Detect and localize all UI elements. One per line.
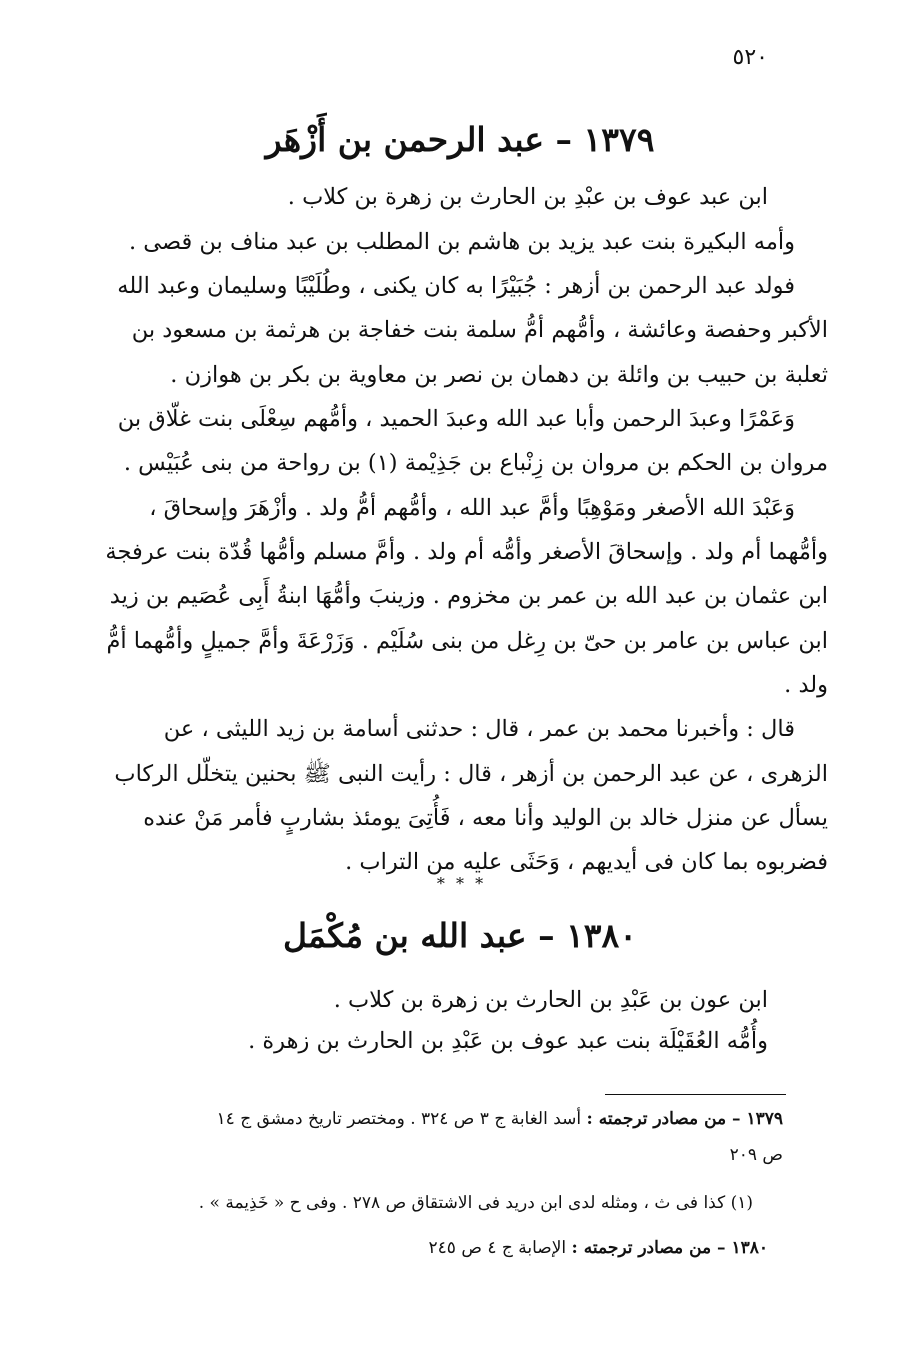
text-line: الزهرى ، عن عبد الرحمن بن أزهر ، قال : رأيت النبى ﷺ بحنين يتخلّل الركاب — [114, 761, 828, 787]
footnote-text: الإصابة ج ٤ ص ٢٤٥ — [428, 1238, 567, 1258]
text-line: وأُمُّه العُقَيْلَة بنت عبد عوف بن عَبْدِ بن الحارث بن زهرة . — [248, 1028, 768, 1054]
text-line: وَعَمْرًا وعبدَ الرحمن وأبا عبد الله وعبدَ الحميد ، وأمُّهم سِعْلَى بنت غلّاق بن — [117, 406, 795, 432]
footnote-rule — [605, 1094, 786, 1095]
text-line: ابن عباس بن عامر بن حىّ بن رِغل من بنى سُلَيْم . وَزَرْعَةَ وأمَّ جميلٍ وأمُّهما أمُّ — [106, 628, 828, 654]
text-line: ابن عبد عوف بن عبْدِ بن الحارث بن زهرة بن كلاب . — [287, 184, 768, 210]
text-line: وأمُّهما أم ولد . وإسحاقَ الأصغر وأمُّه أم ولد . وأمَّ مسلم وأمُّها قُدّة بنت عرفجة — [105, 539, 828, 565]
footnote-text: أسد الغابة ج ٣ ص ٣٢٤ . ومختصر تاريخ دمشق ج ١٤ — [216, 1109, 582, 1129]
text-line: قال : وأخبرنا محمد بن عمر ، قال : حدثنى أسامة بن زيد الليثى ، عن — [163, 716, 795, 742]
footnote-continuation: ص ٢٠٩ — [729, 1145, 783, 1165]
footnote-label: ١٣٧٩ – من مصادر ترجمته : — [586, 1109, 783, 1129]
text-line: مروان بن الحكم بن مروان بن زِنْباع بن جَذِيْمة (١) بن رواحة من بنى عُبَيْس . — [123, 450, 828, 476]
text-line: ابن عثمان بن عبد الله بن عمر بن مخزوم . وزينبَ وأمُّهَا ابنةُ أَبِى عُصَيم بن زيد — [109, 583, 828, 609]
text-line: الأكبر وحفصة وعائشة ، وأمُّهم أمُّ سلمة بنت خفاجة بن هرثمة بن مسعود بن — [131, 317, 828, 343]
footnote-label: ١٣٨٠ – من مصادر ترجمته : — [571, 1238, 768, 1258]
page-number: ٥٢٠ — [732, 45, 768, 70]
footnote-1: (١) كذا فى ث ، ومثله لدى ابن دريد فى الاشتقاق ص ٢٧٨ . وفى ح « خَذِيمة » . — [198, 1193, 753, 1213]
text-line: فضربوه بما كان فى أيديهم ، وَحَثَى عليه من التراب . — [345, 849, 828, 875]
text-line: ثعلبة بن حبيب بن وائلة بن دهمان بن نصر بن معاوية بن بكر بن هوازن . — [170, 362, 828, 388]
text-line: وَعَبْدَ الله الأصغر ومَوْهِبًا وأمَّ عبد الله ، وأمُّهم أمُّ ولد . وأزْهَرَ وإسحاقَ ، — [149, 495, 795, 521]
text-line: يسأل عن منزل خالد بن الوليد وأنا معه ، فَأُتِىَ يومئذ بشاربٍ فأمر مَنْ عنده — [143, 805, 828, 831]
entry-title-1379: ١٣٧٩ – عبد الرحمن بن أَزْهَر — [265, 120, 655, 159]
entry-title-1380: ١٣٨٠ – عبد الله بن مُكْمَل — [283, 916, 637, 955]
text-line: ولد . — [784, 672, 828, 698]
text-line: وأمه البكيرة بنت عبد يزيد بن هاشم بن المطلب بن عبد مناف بن قصى . — [128, 229, 795, 255]
text-line: ابن عون بن عَبْدِ بن الحارث بن زهرة بن كلاب . — [333, 987, 768, 1013]
section-separator: * * * — [436, 874, 487, 893]
footnote-1380 — [429, 1233, 768, 1263]
text-line: فولد عبد الرحمن بن أزهر : جُبَيْرًا به كان يكنى ، وطُلَيْبًا وسليمان وعبد الله — [117, 273, 795, 299]
footnote-1379 — [217, 1104, 783, 1134]
